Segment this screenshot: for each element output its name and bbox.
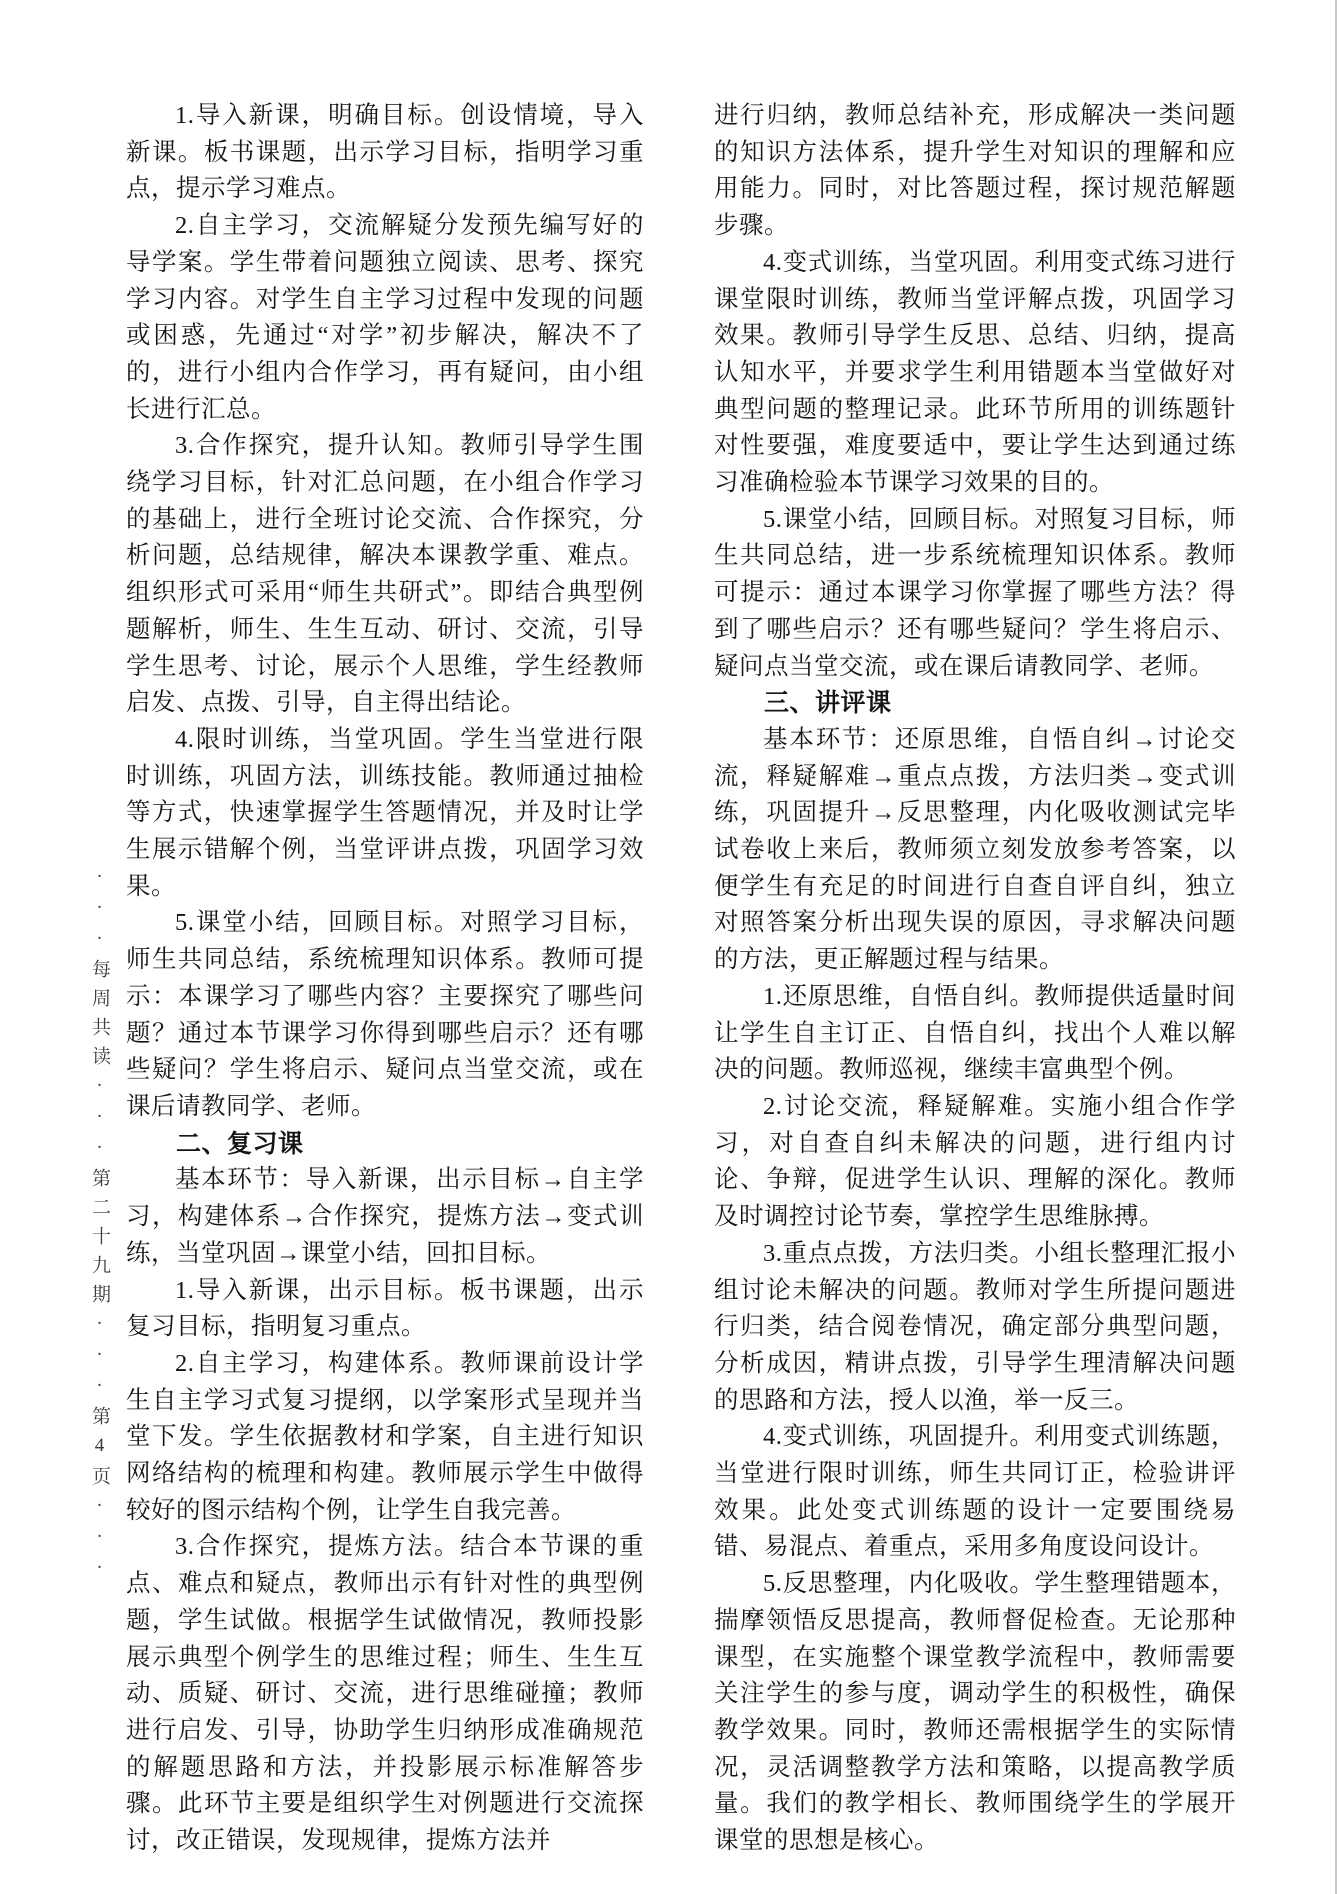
paragraph: 进行归纳，教师总结补充，形成解决一类问题的知识方法体系，提升学生对知识的理解和应用能力。同时，对比答题过程，探讨规范解题步骤。: [714, 102, 1236, 240]
left-text-column: [126, 98, 644, 1860]
paragraph: 2.自主学习，交流解疑分发预先编写好的导学案。学生带着问题独立阅读、思考、探究学习内容。对学生自主学习过程中发现的问题或困惑，先通过“对学”初步解决，解决不了的，进行小组内合作学习，再有疑问，由小组长进行汇总。: [126, 212, 644, 423]
paragraph: 2.讨论交流，释疑解难。实施小组合作学习，对自查自纠未解决的问题，进行组内讨论、争辩，促进学生认识、理解的深化。教师及时调控讨论节奏，掌控学生思维脉搏。: [714, 1092, 1236, 1231]
paragraph: 3.重点点拨，方法归类。小组长整理汇报小组讨论未解决的问题。教师对学生所提问题进行归类，结合阅卷情况，确定部分典型问题，分析成因，精讲点拨，引导学生理清解决问题的思路和方法，授人以渔，举一反三。: [714, 1239, 1236, 1414]
paragraph: 1.导入新课，明确目标。创设情境，导入新课。板书课题，出示学习目标，指明学习重点，提示学习难点。: [126, 102, 644, 203]
paragraph: 1.导入新课，出示目标。板书课题，出示复习目标，指明复习重点。: [126, 1276, 644, 1341]
paragraph: 4.变式训练，当堂巩固。利用变式练习进行课堂限时训练，教师当堂评解点拨，巩固学习效果。教师引导学生反思、总结、归纳，提高认知水平，并要求学生利用错题本当堂做好对典型问题的整理记录。此环节所用的训练题针对性要强，难度要适中，要让学生达到通过练习准确检验本节课学习效果的目的。: [714, 248, 1236, 497]
paragraph: 3.合作探究，提炼方法。结合本节课的重点、难点和疑点，教师出示有针对性的典型例题，学生试做。根据学生试做情况，教师投影展示典型个例学生的思维过程；师生、生生互动、质疑、研讨、交流，进行思维碰撞；教师进行启发、引导，协助学生归纳形成准确规范的解题思路和方法，并投影展示标准解答步骤。此环节主要是组织学生对例题进行交流探讨，改正错误，发现规律，提炼方法并: [126, 1533, 644, 1855]
paragraph: 1.还原思维，自悟自纠。教师提供适量时间让学生自主订正、自悟自纠，找出个人难以解决的问题。教师巡视，继续丰富典型个例。: [714, 982, 1236, 1084]
paragraph: 5.课堂小结，回顾目标。对照学习目标，师生共同总结，系统梳理知识体系。教师可提示：本课学习了哪些内容？主要探究了哪些问题？通过本节课学习你得到哪些启示？还有哪些疑问？学生将启示、疑问点当堂交流，或在课后请教同学、老师。: [126, 909, 644, 1120]
right-text-column: [714, 98, 1236, 1860]
section-heading: 三、讲评课: [764, 689, 892, 718]
paragraph: 4.变式训练，巩固提升。利用变式训练题，当堂进行限时训练，师生共同订正，检验讲评效果。此处变式训练题的设计一定要围绕易错、易混点、着重点，采用多角度设问设计。: [714, 1423, 1236, 1561]
paragraph: 基本环节：导入新课，出示目标→自主学习，构建体系→合作探究，提炼方法→变式训练，当堂巩固→课堂小结，回扣目标。: [126, 1166, 644, 1267]
paragraph: 4.限时训练，当堂巩固。学生当堂进行限时训练，巩固方法，训练技能。教师通过抽检等方式，快速掌握学生答题情况，并及时让学生展示错解个例，当堂评讲点拨，巩固学习效果。: [126, 725, 644, 900]
paragraph: 3.合作探究，提升认知。教师引导学生围绕学习目标，针对汇总问题，在小组合作学习的基础上，进行全班讨论交流、合作探究，分析问题，总结规律，解决本课教学重、难点。组织形式可采用“师生共研式”。即结合典型例题解析，师生、生生互动、研讨、交流，引导学生思考、讨论，展示个人思维，学生经教师启发、点拨、引导，自主得出结论。: [126, 432, 644, 717]
paragraph: 5.课堂小结，回顾目标。对照复习目标，师生共同总结，进一步系统梳理知识体系。教师可提示：通过本课学习你掌握了哪些方法？得到了哪些启示？还有哪些疑问？学生将启示、疑问点当堂交流，或在课后请教同学、老师。: [714, 505, 1236, 680]
paragraph: 基本环节：还原思维，自悟自纠→讨论交流，释疑解难→重点点拨，方法归类→变式训练，巩固提升→反思整理，内化吸收测试完毕试卷收上来后，教师须立刻发放参考答案，以便学生有充足的时间进行自查自评自纠，独立对照答案分析出现失误的原因，寻求解决问题的方法，更正解题过程与结果。: [714, 725, 1236, 974]
section-heading: 二、复习课: [176, 1129, 304, 1158]
scan-edge-line: [1335, 0, 1337, 1894]
paragraph: 2.自主学习，构建体系。教师课前设计学生自主学习式复习提纲，以学案形式呈现并当堂下发。学生依据教材和学案，自主进行知识网络结构的梳理和构建。教师展示学生中做得较好的图示结构个例，让学生自我完善。: [126, 1349, 644, 1524]
journal-margin-caption: ···每周共读···第二十九期···第4页···: [89, 866, 110, 1588]
paragraph: 5.反思整理，内化吸收。学生整理错题本，揣摩领悟反思提高，教师督促检查。无论那种课型，在实施整个课堂教学流程中，教师需要关注学生的参与度，调动学生的积极性，确保教学效果。同时，教师还需根据学生的实际情况，灵活调整教学方法和策略，以提高教学质量。我们的教学相长、教师围绕学生的学展开课堂的思想是核心。: [714, 1570, 1236, 1855]
